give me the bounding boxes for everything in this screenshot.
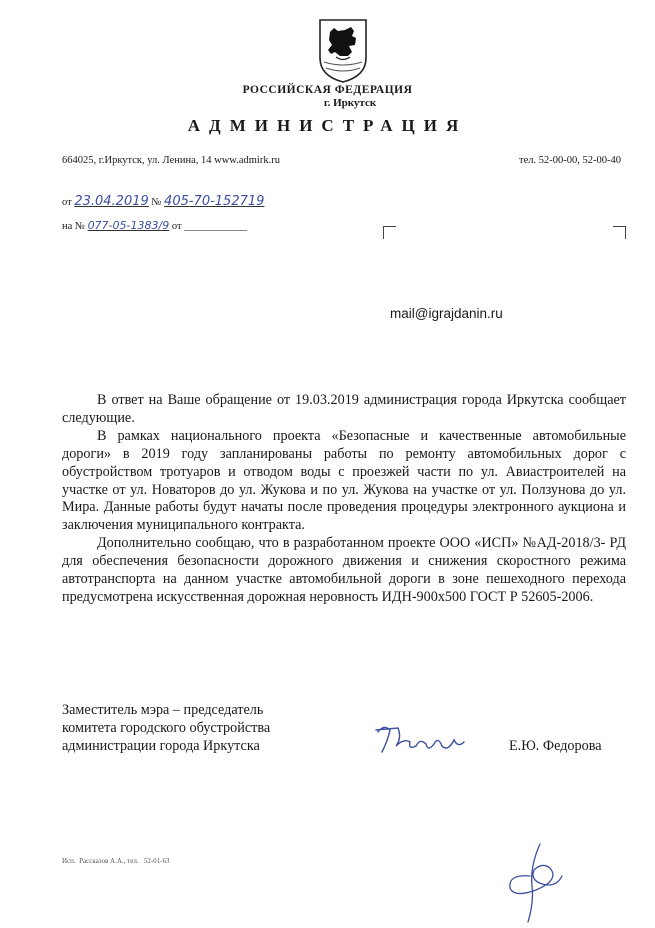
address: 664025, г.Иркутск, ул. Ленина, 14 www.admirk.ru <box>62 155 280 166</box>
outgoing-number: 405-70-152719 <box>164 194 265 209</box>
letter-body <box>62 392 626 607</box>
country-name: РОССИЙСКАЯ ФЕДЕРАЦИЯ <box>242 84 413 96</box>
signatory-title <box>62 702 270 756</box>
coat-of-arms-icon <box>318 18 368 84</box>
handwritten-signature-icon <box>370 718 470 762</box>
phone: тел. 52-00-00, 52-00-40 <box>519 155 621 166</box>
organization-title: АДМИНИСТРАЦИЯ <box>187 116 468 135</box>
number-label: № <box>151 197 162 208</box>
address-corner-left <box>383 226 396 239</box>
outgoing-date: 23.04.2019 <box>74 194 149 209</box>
from-label: от <box>62 197 72 208</box>
paragraph: В рамках национального проекта «Безопасные и качественные автомобильные дороги» в 2019 году запланированы работы по ремонту автомобильных дорог с обустройством тротуаров и отводом воды с проезжей части по ул. Авиастроителей на участке от ул. Новаторов до ул. Жукова и по ул. Жукова на участке от ул. Ползунова до ул. Мира. Данные работы будут начаты после проведения процедуры электронного аукциона и заключения муниципального контракта. <box>62 427 626 534</box>
signatory-title-line: Заместитель мэра – председатель <box>62 702 264 718</box>
reply-date-label: от <box>171 221 182 232</box>
incoming-number: 077-05-1383/9 <box>87 219 170 232</box>
outgoing-registration <box>62 194 264 209</box>
signatory-title-line: комитета городского обустройства <box>62 719 271 736</box>
signatory-name: Е.Ю. Федорова <box>509 738 602 754</box>
reply-date-blank: ____________ <box>184 221 248 232</box>
paragraph: Дополнительно сообщаю, что в разработанном проекте ООО «ИСП» №АД-2018/3- РД для обеспечения безопасности дорожного движения и снижения скоростного режима автотранспорта на данном участке автомобильной дороги в зоне пешеходного перехода предусмотрена искусственная дорожная неровность ИДН-900х500 ГОСТ Р 52605-2006. <box>62 535 626 605</box>
reply-label: на № <box>62 221 85 232</box>
executor-info: Исп. Рассказов А.А., тел. 52-01-63 <box>62 857 170 865</box>
recipient-email: mail@igrajdanin.ru <box>390 306 503 321</box>
address-corner-right <box>613 226 626 239</box>
city-name: г. Иркутск <box>323 97 377 109</box>
paragraph: В ответ на Ваше обращение от 19.03.2019 администрация города Иркутска сообщает следующие. <box>62 392 626 426</box>
handwritten-mark-icon <box>500 836 570 926</box>
signatory-title-line: администрации города Иркутска <box>62 737 260 754</box>
incoming-registration <box>62 219 247 232</box>
